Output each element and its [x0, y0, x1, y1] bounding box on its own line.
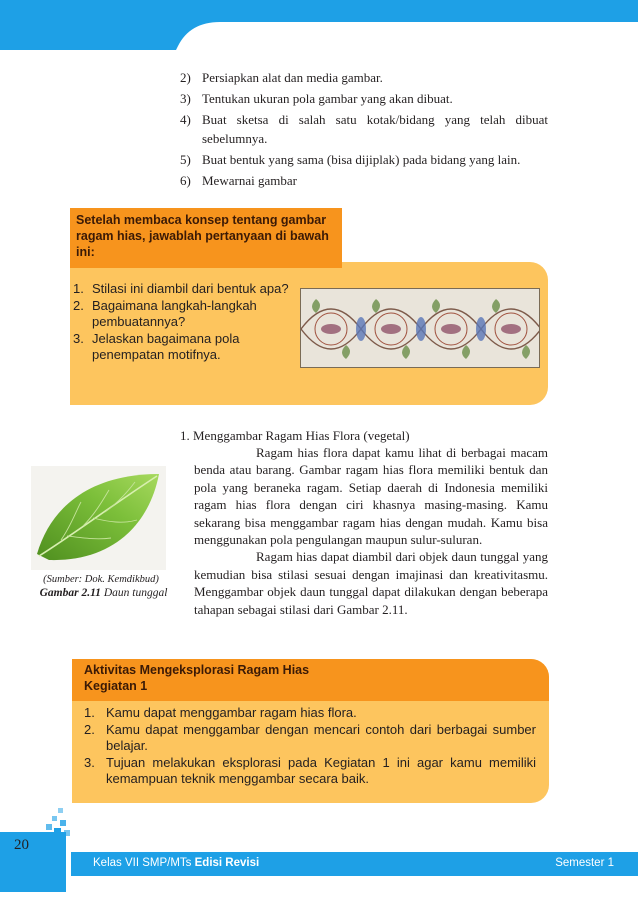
figure-caption-text: Daun tunggal [103, 587, 168, 599]
paragraph: Ragam hias dapat diambil dari objek daun tunggal yang kemudian bisa stilasi sesuai dengan imajinasi dan kreativitasmu. Menggambar objek daun tunggal dapat dilakukan dengan beberapa tahapan sebagai stilasi dari Gambar 2.11. [194, 549, 548, 617]
step-item: 3) Tentukan ukuran pola gambar yang akan dibuat. [180, 91, 453, 106]
question-box-header: Setelah membaca konsep tentang gambar ragam hias, jawablah pertanyaan di bawah ini: [70, 208, 342, 268]
step-item: 2) Persiapkan alat dan media gambar. [180, 70, 383, 85]
footer-band [71, 852, 638, 876]
activity-item: 2. Kamu dapat menggambar dengan mencari contoh dari berbagai sumber belajar. [84, 721, 536, 753]
floral-ornament-image [300, 288, 540, 368]
question-item: 3. Jelaskan bagaimana pola penempatan motifnya. [73, 330, 240, 362]
section-body [194, 444, 548, 618]
leaf-image [31, 466, 166, 570]
paragraph: Ragam hias flora dapat kamu lihat di berbagai macam benda atau barang. Gambar ragam hias flora memiliki bentuk dan pola yang beraneka ragam. Setiap daerah di Indonesia memiliki ragam hias flora dengan ciri khasnya masing-masing. Kamu sekarang bisa menggambar ragam hias dengan mudah. Kamu bisa menggunakan pola pengulangan maupun sulur-suluran. [194, 445, 548, 548]
book-title: Kelas VII SMP/MTs Edisi Revisi [93, 857, 260, 869]
step-item: 4) Buat sketsa di salah satu kotak/bidang yang telah dibuat sebelumnya. [180, 112, 548, 146]
semester-label: Semester 1 [555, 857, 614, 869]
figure-source: (Sumber: Dok. Kemdikbud) [43, 574, 159, 585]
activity-item: 3. Tujuan melakukan eksplorasi pada Kegiatan 1 ini agar kamu memiliki kemampuan teknik menggambar secara baik. [84, 754, 536, 786]
activity-item: 1. Kamu dapat menggambar ragam hias flora. [84, 705, 357, 720]
step-item: 5) Buat bentuk yang sama (bisa dijiplak) pada bidang yang lain. [180, 152, 521, 167]
question-item: 1. Stilasi ini diambil dari bentuk apa? [73, 281, 289, 296]
activity-box-header [72, 659, 549, 701]
question-list [70, 281, 295, 364]
activity-subtitle: Kegiatan 1 [84, 679, 148, 693]
activity-list [84, 705, 536, 788]
step-item: 6) Mewarnai gambar [180, 173, 297, 188]
top-header-band [0, 0, 638, 50]
figure-caption [31, 586, 176, 600]
figure-label: Gambar 2.11 [39, 587, 101, 599]
section-title: 1. Menggambar Ragam Hias Flora (vegetal) [180, 428, 410, 443]
step-list [180, 68, 548, 192]
question-item: 2. Bagaimana langkah-langkah pembuatannya? [73, 297, 257, 329]
page-number: 20 [0, 832, 66, 892]
activity-title: Aktivitas Mengeksplorasi Ragam Hias [84, 663, 310, 677]
